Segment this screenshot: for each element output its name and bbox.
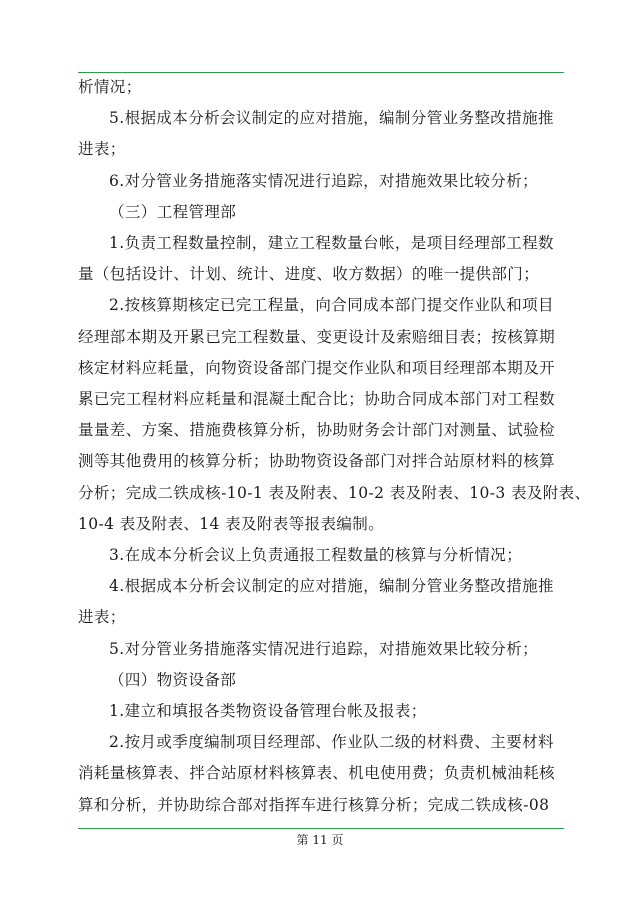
text-line: 分析；完成二铁成核-10-1 表及附表、10-2 表及附表、10-3 表及附表、 — [78, 483, 591, 502]
text-line: 析情况； — [78, 78, 142, 96]
text-line: 消耗量核算表、拌合站原材料核算表、机电使用费；负责机械油耗核 — [78, 764, 556, 783]
text-line: 算和分析，并协助综合部对指挥车进行核算分析；完成二铁成核-08 — [78, 795, 550, 814]
text-line: 经理部本期及开累已完工程数量、变更设计及索赔细目表；按核算期 — [78, 327, 556, 346]
text-line: 10-4 表及附表、14 表及附表等报表编制。 — [78, 514, 385, 533]
text-line: 核定材料应耗量，向物资设备部门提交作业队和项目经理部本期及开 — [78, 358, 556, 377]
text-line: 测等其他费用的核算分析；协助物资设备部门对拌合站原材料的核算 — [78, 452, 556, 471]
text-line: 4.根据成本分析会议制定的应对措施，编制分管业务整改措施推 — [109, 577, 554, 596]
text-line: 5.对分管业务措施落实情况进行追踪，对措施效果比较分析； — [109, 639, 538, 658]
page-number: 第 11 页 — [296, 833, 344, 847]
text-line: （四）物资设备部 — [109, 670, 237, 689]
body-text — [78, 72, 591, 821]
footer-rule — [78, 828, 564, 829]
text-line: 量（包括设计、计划、统计、进度、收方数据）的唯一提供部门； — [78, 265, 540, 284]
text-line: 1.建立和填报各类物资设备管理台帐及报表； — [109, 702, 427, 721]
text-line: （三）工程管理部 — [109, 202, 237, 221]
text-line: 2.按月或季度编制项目经理部、作业队二级的材料费、主要材料 — [109, 733, 554, 752]
text-line: 1.负责工程数量控制，建立工程数量台帐，是项目经理部工程数 — [109, 234, 554, 253]
text-line: 量量差、方案、措施费核算分析，协助财务会计部门对测量、试验检 — [78, 421, 556, 440]
text-line: 进表； — [78, 608, 126, 627]
text-line: 5.根据成本分析会议制定的应对措施，编制分管业务整改措施推 — [109, 109, 554, 128]
text-line: 6.对分管业务措施落实情况进行追踪，对措施效果比较分析； — [109, 171, 538, 190]
text-line: 2.按核算期核定已完工程量，向合同成本部门提交作业队和项目 — [109, 296, 554, 315]
text-line: 进表； — [78, 140, 126, 159]
text-line: 累已完工程材料应耗量和混凝土配合比；协助合同成本部门对工程数 — [78, 390, 556, 409]
text-line: 3.在成本分析会议上负责通报工程数量的核算与分析情况； — [109, 546, 523, 565]
